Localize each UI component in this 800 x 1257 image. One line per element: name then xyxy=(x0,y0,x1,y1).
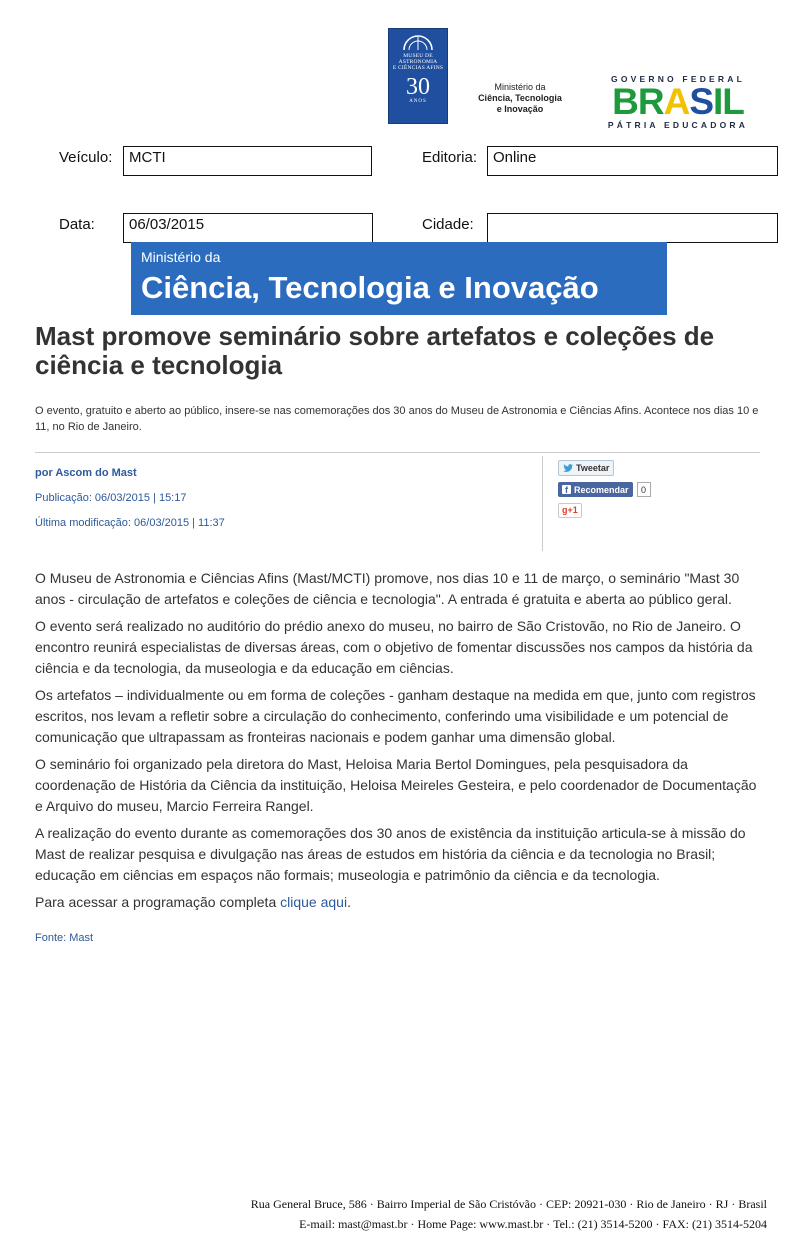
banner-ministerio-da: Ministério da xyxy=(141,249,221,265)
vertical-divider xyxy=(542,456,543,551)
mast-logo-line1: MUSEU DE xyxy=(403,53,433,59)
body-paragraph: O seminário foi organizado pela diretora do Mast, Heloisa Maria Bertol Domingues, pela pesquisadora da coordenação de História da Ciência da instituição, Heloisa Meireles Gesteira, e pelo coordenador de Documentação e Arquivo do museu, Marcio Ferreira Rangel. xyxy=(35,756,757,814)
cidade-field[interactable] xyxy=(487,213,778,243)
facebook-recommend-button[interactable] xyxy=(558,482,633,497)
mast-logo-line3: E CIÊNCIAS AFINS xyxy=(392,65,444,71)
source-credit: Fonte: Mast xyxy=(35,932,94,944)
data-label: Data: xyxy=(59,216,95,233)
article-body xyxy=(35,568,765,919)
access-end: . xyxy=(347,894,351,910)
tweet-button[interactable] xyxy=(558,460,614,476)
mcti-logo-line2: Ciência, Tecnologia xyxy=(478,93,562,103)
editoria-label: Editoria: xyxy=(422,149,478,166)
body-paragraph: O Museu de Astronomia e Ciências Afins (Mast/MCTI) promove, nos dias 10 e 11 de março, o seminário "Mast 30 anos - circulação de artefatos e coleções de ciência e tecnologia". A entrada é gratuita e aberta ao público geral. xyxy=(35,570,740,607)
banner-ministry-name: Ciência, Tecnologia e Inovação xyxy=(141,270,599,305)
mcti-logo-line3: e Inovação xyxy=(496,104,544,114)
veiculo-field[interactable]: MCTI xyxy=(123,146,372,176)
social-share-buttons xyxy=(558,459,651,518)
mast-logo-line2: ASTRONOMIA xyxy=(398,59,438,65)
google-plus-button[interactable]: g+1 xyxy=(558,503,582,518)
data-field[interactable]: 06/03/2015 xyxy=(123,213,373,243)
footer-line-address: Rua General Bruce, 586 · Bairro Imperial de São Cristóvão · CEP: 20921-030 · Rio de Janeiro · RJ · Brasil xyxy=(250,1197,767,1211)
modification-date: Última modificação: 06/03/2015 | 11:37 xyxy=(35,517,225,529)
gov-logo-top: GOVERNO FEDERAL xyxy=(611,74,745,84)
mast-30-anos-logo xyxy=(388,28,448,124)
facebook-icon: f xyxy=(562,485,571,494)
observatory-dome-icon xyxy=(400,35,436,51)
access-paragraph xyxy=(35,892,765,913)
gov-logo-bottom: PÁTRIA EDUCADORA xyxy=(607,120,749,130)
veiculo-label: Veículo: xyxy=(59,149,113,166)
article-headline: Mast promove seminário sobre artefatos e coleções de ciência e tecnologia xyxy=(35,321,715,380)
publication-date: Publicação: 06/03/2015 | 15:17 xyxy=(35,492,187,504)
editoria-field[interactable]: Online xyxy=(487,146,778,176)
twitter-bird-icon xyxy=(563,464,573,472)
mast-logo-number: 30 xyxy=(406,74,430,100)
governo-federal-brasil-logo xyxy=(597,74,759,130)
body-paragraph: A realização do evento durante as comemorações dos 30 anos de existência da instituição articula-se à missão do Mast de realizar pesquisa e divulgação nas áreas de estudos em história da ciência e da tecnologia no Brasil; educação em ciências em espaços não formais; museologia e patrimônio da ciência e da tecnologia. xyxy=(35,825,746,883)
recommend-label: Recomendar xyxy=(574,484,629,495)
article-byline[interactable]: por Ascom do Mast xyxy=(35,467,137,479)
footer-line-contact: E-mail: mast@mast.br · Home Page: www.mast.br · Tel.: (21) 3514-5200 · FAX: (21) 3514-5204 xyxy=(299,1217,767,1231)
facebook-count: 0 xyxy=(637,482,651,497)
clique-aqui-link[interactable]: clique aqui xyxy=(280,894,348,910)
body-paragraph: O evento será realizado no auditório do prédio anexo do museu, no bairro de São Cristovão, no Rio de Janeiro. O encontro reunirá especialistas de diversas áreas, com o objetivo de fomentar discussões nos campos da história da ciência e da tecnologia, da museologia e da educação em ciências. xyxy=(35,618,753,676)
gov-logo-word: BRASIL xyxy=(612,81,744,122)
cidade-label: Cidade: xyxy=(422,216,474,233)
footer-address xyxy=(251,1194,767,1234)
ministry-banner xyxy=(131,242,667,315)
access-text: Para acessar a programação completa xyxy=(35,894,281,910)
mcti-logo xyxy=(462,82,578,115)
mast-logo-anos: ANOS xyxy=(409,99,427,104)
body-paragraph: Os artefatos – individualmente ou em forma de coleções - ganham destaque na medida em que, junto com registros escritos, nos levam a refletir sobre a circulação do conhecimento, conferindo uma visibilidade e um potencial de comunicação que ultrapassam as fronteiras nacionais e podem ganhar uma dimensão global. xyxy=(35,687,756,745)
divider xyxy=(35,452,760,453)
tweet-label: Tweetar xyxy=(576,463,610,473)
article-lead: O evento, gratuito e aberto ao público, insere-se nas comemorações dos 30 anos do Museu de Astronomia e Ciências Afins. Acontece nos dias 10 e 11, no Rio de Janeiro. xyxy=(35,405,759,433)
mcti-logo-line1: Ministério da xyxy=(494,82,546,92)
